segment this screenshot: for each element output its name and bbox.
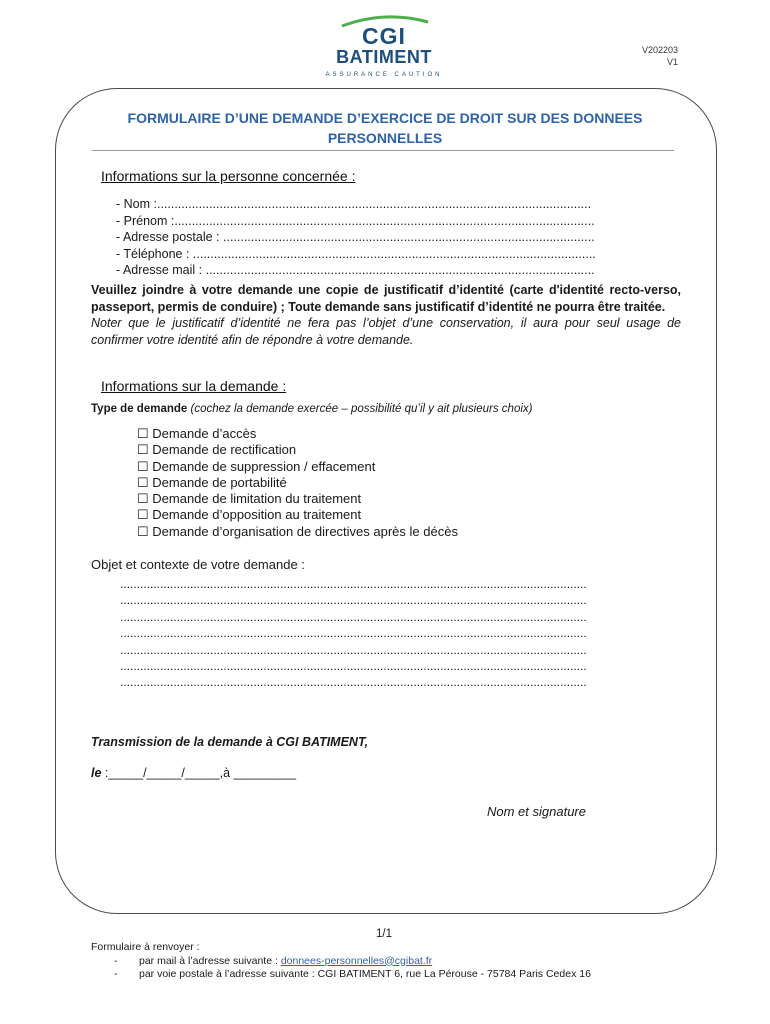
objet-line[interactable]: ............................................................................................................................................ [120,577,587,591]
request-type-line [91,403,532,415]
identity-notice-bold: Veuillez joindre à votre demande une copie de justificatif d’identité (carte d'identité recto-verso, passeport, permis de conduire) ; Toute demande sans justificatif d’identité ne pourra être traitée. [91,283,681,314]
footer-postal-text: par voie postale à l’adresse suivante : CGI BATIMENT 6, rue La Pérouse - 75784 Paris Cedex 16 [139,968,591,980]
footer-mail-link[interactable]: donnees-personnelles@cgibat.fr [280,954,433,967]
transmission-line: Transmission de la demande à CGI BATIMENT, [91,735,369,749]
version-rev: V1 [666,57,678,67]
form-title: FORMULAIRE D’UNE DEMANDE D’EXERCICE DE DROIT SUR DES DONNEES PERSONNELLES [127,110,643,146]
footer-dash: - [114,954,118,967]
identity-notice-italic: Noter que le justificatif d’identité ne fera pas l’objet d’une conservation, il aura pour seul usage de confirmer votre identité afin de répondre à votre demande. [91,316,681,347]
option-acces[interactable]: ☐ Demande d’accès [137,426,257,441]
field-prenom[interactable]: - Prénom :......................................................................................................................... [116,213,595,228]
logo-batiment-text: BATIMENT [336,47,432,67]
option-rectification[interactable]: ☐ Demande de rectification [137,442,297,458]
footer-intro: Formulaire à renvoyer : [91,941,200,953]
option-directives[interactable]: ☐ Demande d’organisation de directives après le décès [137,523,458,539]
objet-lines [120,576,667,691]
field-telephone[interactable]: - Téléphone : .................................................................................................................... [116,246,596,261]
company-logo [318,14,450,78]
section-person-heading: Informations sur la personne concernée : [101,168,356,184]
page-number: 1/1 [376,928,392,940]
option-portabilite[interactable]: ☐ Demande de portabilité [137,474,287,490]
footer [91,941,591,982]
title-divider [92,150,674,151]
section-request-heading: Informations sur la demande : [101,378,287,394]
request-options [137,426,458,540]
option-opposition[interactable]: ☐ Demande d’opposition au traitement [137,507,362,523]
request-type-label: Type de demande [91,403,188,415]
date-label: le [91,766,102,780]
objet-line[interactable]: ............................................................................................................................................ [120,609,587,624]
field-nom[interactable]: - Nom :............................................................................................................................. [116,197,592,211]
objet-line[interactable]: ............................................................................................................................................ [120,642,587,657]
footer-dash: - [114,968,118,980]
logo-tagline: ASSURANCE CAUTION [325,72,443,78]
footer-postal-item [91,968,591,982]
person-fields [116,196,668,279]
field-adresse-mail[interactable]: - Adresse mail : ................................................................................................................ [116,263,595,277]
objet-line[interactable]: ............................................................................................................................................ [120,659,587,674]
footer-mail-item [91,955,591,969]
logo-cgi-text: CGI [362,23,406,49]
version-block [642,44,678,68]
footer-mail-prefix: par mail à l’adresse suivante : [139,954,281,967]
objet-label: Objet et contexte de votre demande : [91,557,305,572]
objet-line[interactable]: ............................................................................................................................................ [120,675,587,690]
objet-line[interactable]: ............................................................................................................................................ [120,593,587,608]
request-type-hint: (cochez la demande exercée – possibilité qu’il y ait plusieurs choix) [187,403,533,415]
identity-notice [91,282,681,348]
objet-line[interactable]: ............................................................................................................................................ [120,626,587,641]
version-code: V202203 [641,45,678,55]
field-adresse-postale[interactable]: - Adresse postale : ........................................................................................................... [116,230,595,244]
option-limitation[interactable]: ☐ Demande de limitation du traitement [137,491,362,507]
date-line[interactable] [91,766,296,780]
date-blanks[interactable]: :_____/_____/_____,à _________ [101,766,297,780]
signature-label: Nom et signature [487,804,586,819]
option-suppression[interactable]: ☐ Demande de suppression / effacement [137,458,376,474]
